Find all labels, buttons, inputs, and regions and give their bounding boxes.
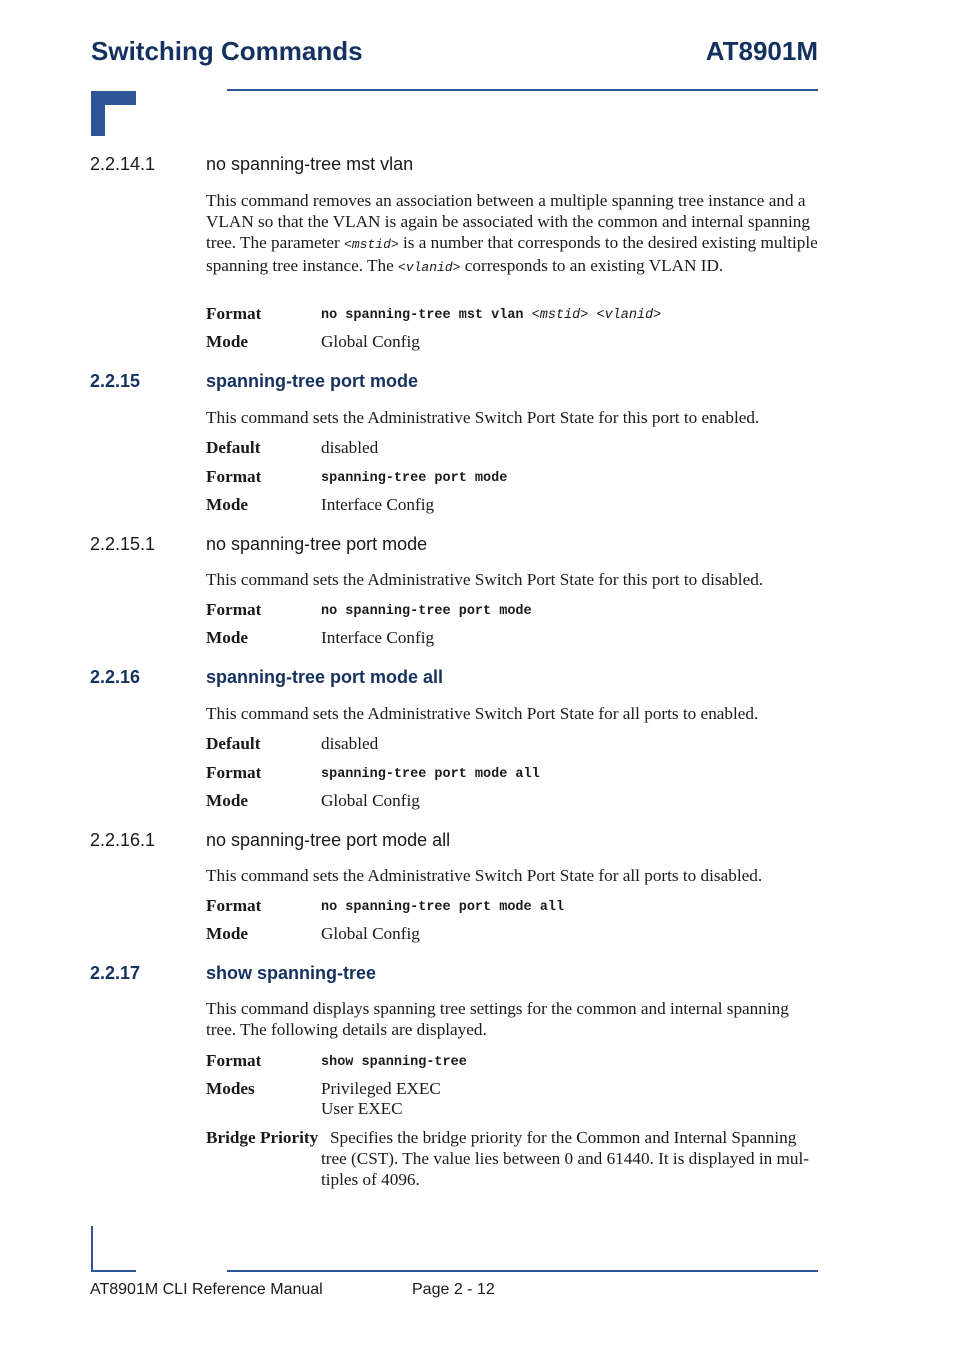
bridge-priority-desc-line: tiples of 4096. [321,1170,420,1189]
corner-mark-horizontal [91,91,136,105]
mode-value: Global Config [321,924,420,943]
format-command: no spanning-tree port mode all [321,900,565,915]
default-value: disabled [321,438,379,457]
mode-label: Mode [206,495,249,514]
bridge-priority-desc-line: Specifies the bridge priority for the Common and Internal Spanning [330,1128,797,1147]
section-title: no spanning-tree mst vlan [206,154,414,174]
mode-label: Mode [206,332,249,351]
format-command: no spanning-tree mst vlan <mstid> <vlanid> [321,308,662,323]
format-label: Format [206,304,262,323]
default-label: Default [206,734,261,753]
default-label: Default [206,438,261,457]
section-heading [90,830,451,851]
section-paragraph: This command sets the Administrative Switch Port State for all ports to enabled. [206,704,759,723]
mode-label: Mode [206,791,249,810]
section-title: no spanning-tree port mode [206,534,428,554]
section-heading [90,534,428,555]
section-number: 2.2.16.1 [90,830,156,850]
section-paragraph: This command removes an association between a multiple spanning tree instance and a VLAN so that the VLAN is again be associated with the common and internal spanning tree. The parameter <mstid> is a number that corresponds to the desired existing multiple spanning tree instance. The <vlanid> corresponds to an existing VLAN ID. [206,191,818,275]
section-title: spanning-tree port mode all [206,667,444,687]
format-command: spanning-tree port mode [321,471,508,486]
bridge-priority-desc-line: tree (CST). The value lies between 0 and 61440. It is displayed in mul- [321,1149,809,1168]
section-number: 2.2.16 [90,667,141,687]
footer-rule [227,1270,818,1272]
header-product: AT8901M [705,36,818,66]
mode-value: Interface Config [321,495,435,514]
format-command: no spanning-tree port mode [321,604,532,619]
footer-corner-vertical [91,1226,93,1272]
section-number: 2.2.15.1 [90,534,156,554]
mode-value: Interface Config [321,628,435,647]
section-heading [90,154,414,175]
format-label: Format [206,467,262,486]
mode-value: Global Config [321,332,420,351]
section-paragraph: This command sets the Administrative Switch Port State for this port to disabled. [206,570,764,589]
section-number: 2.2.17 [90,963,141,983]
section-heading [90,371,419,392]
header-title: Switching Commands [91,36,363,66]
format-command: show spanning-tree [321,1055,467,1070]
mode-label: Mode [206,628,249,647]
mstid-param: <mstid> [344,237,399,252]
mode-value: Global Config [321,791,420,810]
header-rule [227,89,818,91]
section-paragraph: This command sets the Administrative Switch Port State for all ports to disabled. [206,866,763,885]
bridge-priority-label: Bridge Priority [206,1128,319,1147]
format-label: Format [206,896,262,915]
section-number: 2.2.15 [90,371,141,391]
section-heading [90,963,377,984]
format-command: spanning-tree port mode all [321,767,540,782]
section-paragraph: This command sets the Administrative Switch Port State for this port to enabled. [206,408,760,427]
mode-value: Privileged EXEC [321,1079,441,1098]
mode-label: Mode [206,924,249,943]
section-title: no spanning-tree port mode all [206,830,451,850]
format-label: Format [206,763,262,782]
section-title: spanning-tree port mode [206,371,419,391]
section-heading [90,667,444,688]
mode-value: User EXEC [321,1099,403,1118]
format-label: Format [206,600,262,619]
footer-corner-horizontal [91,1270,136,1272]
section-number: 2.2.14.1 [90,154,156,174]
default-value: disabled [321,734,379,753]
vlanid-param: <vlanid> [398,260,461,275]
format-label: Format [206,1051,262,1070]
footer-page-number: Page 2 - 12 [412,1281,495,1298]
section-title: show spanning-tree [206,963,377,983]
modes-label: Modes [206,1079,255,1098]
footer-manual-title: AT8901M CLI Reference Manual [90,1281,323,1298]
section-paragraph: This command displays spanning tree settings for the common and internal spanning tree. The following details are displayed. [206,999,789,1039]
